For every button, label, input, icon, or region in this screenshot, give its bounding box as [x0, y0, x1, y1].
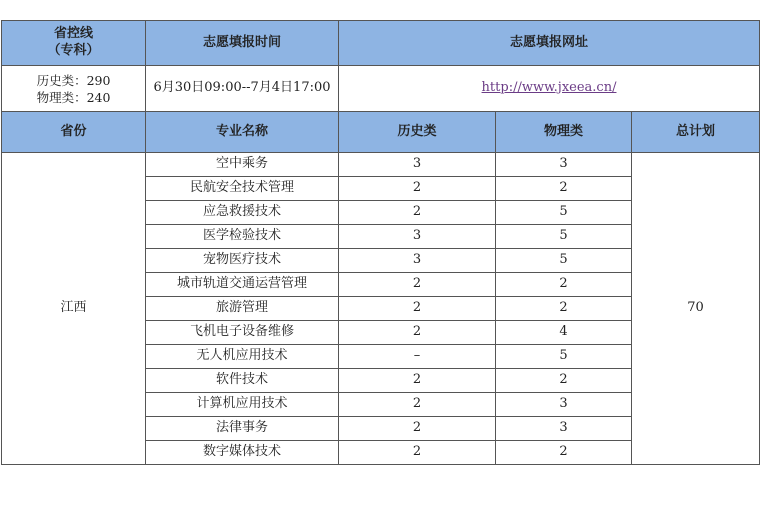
major-name-cell: 旅游管理 — [146, 297, 339, 321]
physics-count-cell: 2 — [496, 369, 632, 393]
major-name-cell: 计算机应用技术 — [146, 393, 339, 417]
column-header-total: 总计划 — [632, 112, 760, 153]
column-header-row — [2, 112, 760, 153]
history-count-cell: 2 — [339, 297, 496, 321]
column-header-major: 专业名称 — [146, 112, 339, 153]
table-row — [2, 153, 760, 177]
physics-count-cell: 5 — [496, 249, 632, 273]
application-url-link[interactable]: http://www.jxeea.cn/ — [481, 80, 617, 96]
url-header-cell: 志愿填报网址 — [339, 21, 760, 66]
major-name-cell: 软件技术 — [146, 369, 339, 393]
total-plan-cell: 70 — [632, 153, 760, 465]
control-line-subtitle: （专科） — [47, 43, 100, 58]
physics-count-cell: 2 — [496, 177, 632, 201]
history-count-cell: 2 — [339, 273, 496, 297]
history-count-cell: 2 — [339, 393, 496, 417]
control-line-header-cell — [2, 21, 146, 66]
major-name-cell: 数字媒体技术 — [146, 441, 339, 465]
column-header-history: 历史类 — [339, 112, 496, 153]
province-cell: 江西 — [2, 153, 146, 465]
physics-count-cell: 5 — [496, 201, 632, 225]
history-count-cell: 2 — [339, 441, 496, 465]
control-line-scores-cell — [2, 66, 146, 112]
major-name-cell: 应急救援技术 — [146, 201, 339, 225]
physics-count-cell: 3 — [496, 417, 632, 441]
control-line-title: 省控线 — [53, 26, 93, 42]
history-count-cell: 3 — [339, 225, 496, 249]
history-count-cell: 2 — [339, 321, 496, 345]
physics-count-cell: 4 — [496, 321, 632, 345]
major-name-cell: 空中乘务 — [146, 153, 339, 177]
major-name-cell: 城市轨道交通运营管理 — [146, 273, 339, 297]
major-name-cell: 飞机电子设备维修 — [146, 321, 339, 345]
time-header-cell: 志愿填报时间 — [146, 21, 339, 66]
major-name-cell: 民航安全技术管理 — [146, 177, 339, 201]
physics-count-cell: 2 — [496, 441, 632, 465]
history-count-cell: 3 — [339, 249, 496, 273]
history-count-cell: 2 — [339, 417, 496, 441]
physics-count-cell: 2 — [496, 297, 632, 321]
physics-count-cell: 5 — [496, 345, 632, 369]
physics-count-cell: 2 — [496, 273, 632, 297]
physics-count-cell: 3 — [496, 153, 632, 177]
physics-count-cell: 5 — [496, 225, 632, 249]
info-row — [2, 66, 760, 112]
history-count-cell: 3 — [339, 153, 496, 177]
major-name-cell: 宠物医疗技术 — [146, 249, 339, 273]
application-time: 6月30日09:00--7月4日17:00 — [146, 66, 339, 112]
header-row-top — [2, 21, 760, 66]
history-score: 历史类：290 — [36, 72, 111, 88]
history-count-cell: – — [339, 345, 496, 369]
url-cell — [339, 66, 760, 112]
column-header-province: 省份 — [2, 112, 146, 153]
physics-score: 物理类：240 — [36, 89, 111, 105]
history-count-cell: 2 — [339, 201, 496, 225]
major-name-cell: 医学检验技术 — [146, 225, 339, 249]
major-name-cell: 无人机应用技术 — [146, 345, 339, 369]
history-count-cell: 2 — [339, 177, 496, 201]
history-count-cell: 2 — [339, 369, 496, 393]
physics-count-cell: 3 — [496, 393, 632, 417]
column-header-physics: 物理类 — [496, 112, 632, 153]
admission-plan-table — [1, 20, 760, 465]
major-name-cell: 法律事务 — [146, 417, 339, 441]
